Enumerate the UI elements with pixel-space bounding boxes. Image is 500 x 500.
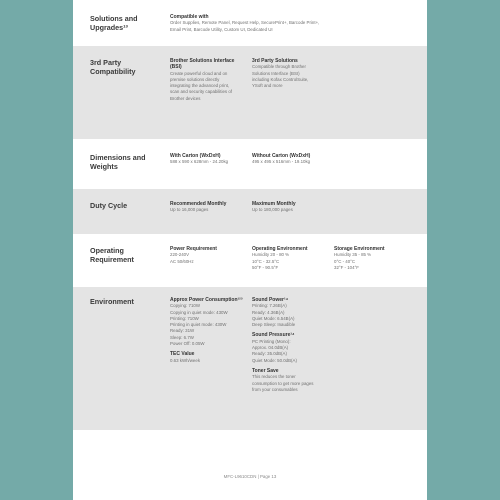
col-line: PC Printing (Mono): (252, 338, 291, 344)
col-line: Printing: 710W (170, 315, 199, 321)
col-line: Ready: 31W (170, 328, 195, 334)
col-line: integrating the advanced print, (170, 83, 230, 89)
col-heading: Without Carton (WxDxH) (252, 153, 311, 159)
col-line: Solutions Interface (BSI) (252, 70, 300, 76)
col-heading: Recommended Monthly (170, 201, 227, 207)
col-heading: Approx Power Consumption¹²³ (170, 297, 243, 303)
col-line: 588 x 590 x 628mm - 24.20kg (170, 159, 229, 165)
col-line: Email Print, Barcode Utility, Custom UI, Dedicated UI (170, 26, 273, 32)
col-line: This reduces the toner (252, 374, 296, 380)
col-line: Ready: 4.36B(A) (252, 309, 285, 315)
datasheet-page (73, 0, 427, 500)
col-heading: Sound Pressure¹⁴ (252, 332, 295, 339)
col-line: Power Off: 0.05W (170, 341, 205, 347)
col-line: 0.63 kWh/week (170, 357, 201, 363)
section-dimensions (73, 139, 427, 189)
col-line: Order Supplies, Remote Panel, Request Help, SecurePrint+, Barcode Print+, (170, 20, 320, 26)
third-party-col (252, 58, 332, 89)
col-line: Copying: 710W (170, 303, 201, 309)
col-line: Quiet Mode: 6.54B(A) (252, 315, 295, 321)
maximum-monthly-col (252, 201, 332, 214)
col-line: premise solutions directly (170, 76, 220, 82)
col-heading: Toner Save (252, 367, 279, 374)
col-heading: Sound Power¹⁴ (252, 297, 289, 303)
col-line: scan and security capabilities of (170, 89, 232, 95)
section-third-party (73, 46, 427, 139)
bsi-col (170, 58, 246, 102)
section-operating (73, 234, 427, 287)
section-label: Environment (90, 297, 134, 306)
section-label: Solutions and Upgrades¹³ (90, 14, 138, 32)
col-line: Humidity 20 - 80 % (252, 252, 290, 258)
section-environment (73, 287, 427, 430)
without-carton-col (252, 153, 332, 166)
col-line: Printing: 7.26B(A) (252, 303, 287, 309)
operating-environment-col (252, 246, 330, 271)
section-label: 3rd Party Compatibility (90, 58, 136, 76)
col-heading: Maximum Monthly (252, 201, 296, 207)
col-line: consumption to get more pages (252, 380, 314, 386)
col-line: Up to 180,000 pages (252, 207, 293, 213)
power-consumption-col (170, 297, 246, 364)
storage-environment-col (334, 246, 422, 271)
col-line: Sleep: 6.7W (170, 334, 194, 340)
col-line: 495 x 495 x 516mm - 19.10kg (252, 159, 311, 165)
col-line: Printing in quiet mode: 430W (170, 322, 227, 328)
section-label: Duty Cycle (90, 201, 128, 210)
section-label: Dimensions and Weights (90, 153, 146, 171)
sound-col (252, 297, 336, 393)
col-line: from your consumables (252, 386, 298, 392)
section-label: Operating Requirement (90, 246, 134, 264)
col-line: Create powerful cloud and on (170, 70, 228, 76)
col-heading: Operating Environment (252, 246, 308, 252)
col-line: Ready: 35.0dB(A) (252, 351, 287, 357)
power-requirement-col (170, 246, 246, 265)
col-line: Brother devices (170, 95, 201, 101)
with-carton-col (170, 153, 250, 166)
col-line: Up to 16,000 pages (170, 207, 209, 213)
col-line: Copying in quiet mode: 430W (170, 309, 228, 315)
section-solutions (73, 0, 427, 46)
col-heading: Compatible with (170, 14, 209, 20)
col-line: Deep Sleep: Inaudible (252, 322, 296, 328)
col-heading: Power Requirement (170, 246, 217, 252)
recommended-monthly-col (170, 201, 250, 214)
page-footer: MFC-L9610CDN | Page 13 (223, 474, 277, 479)
solutions-col (170, 14, 420, 33)
col-heading: Storage Environment (334, 246, 385, 252)
col-heading: TEC Value (170, 351, 195, 358)
col-line: YSoft and more (252, 83, 283, 89)
col-line: Compatible through Brother (252, 64, 306, 70)
col-heading: With Carton (WxDxH) (170, 153, 221, 159)
section-duty-cycle (73, 189, 427, 234)
col-line: 0°C - 40°C (334, 258, 356, 264)
col-line: Quiet Mode: 50.0dB(A) (252, 357, 297, 363)
col-line: 220-240V (170, 252, 190, 258)
col-heading: 3rd Party Solutions (252, 58, 298, 64)
col-line: Humidity 35 - 85 % (334, 252, 372, 258)
col-line: AC 50/60Hz (170, 258, 194, 264)
col-line: 32°F - 104°F (334, 264, 359, 270)
col-line: 50°F - 90.5°F (252, 264, 279, 270)
col-line: Approx. 04.0dB(A) (252, 345, 289, 351)
col-line: 10°C - 32.5°C (252, 258, 280, 264)
col-line: including Kofax ControlSuite, (252, 76, 309, 82)
col-heading: Brother Solutions Interface (BSI) (170, 58, 235, 71)
